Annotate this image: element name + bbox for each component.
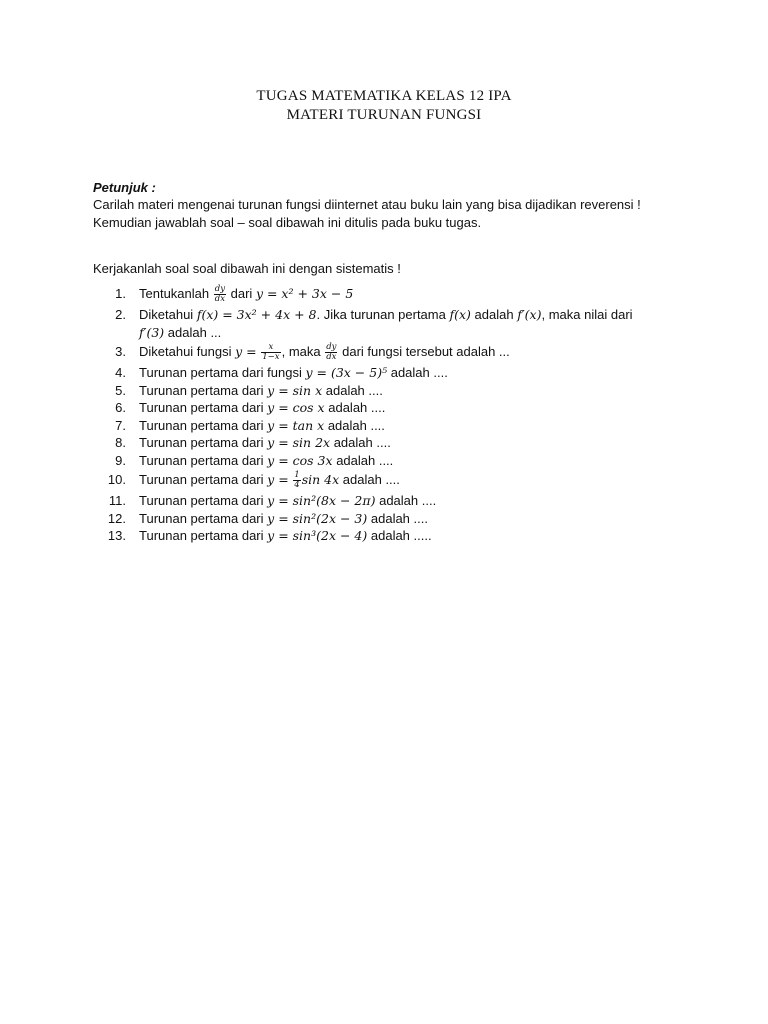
instructions-label: Petunjuk :	[93, 180, 156, 195]
math-expression: y = x² + 3x − 5	[255, 286, 354, 301]
question-text: Turunan pertama dari	[139, 452, 264, 468]
math-expression: y = sin x	[267, 382, 323, 398]
question-number: 11.	[108, 493, 126, 509]
question-text: Turunan pertama dari	[139, 510, 264, 526]
question-7	[93, 417, 673, 435]
math-expression: y = cos x	[267, 400, 325, 416]
question-10	[93, 469, 673, 492]
question-number: 2.	[115, 307, 126, 323]
question-text: Turunan pertama dari	[139, 400, 264, 416]
question-number: 6.	[115, 400, 126, 416]
question-text: dari fungsi tersebut adalah ...	[342, 344, 510, 360]
derivative-fraction	[325, 343, 337, 362]
question-text: Turunan pertama dari	[139, 382, 264, 398]
fraction-numerator: 1	[294, 470, 300, 481]
derivative-fraction	[214, 285, 226, 304]
math-expression: f(x) = 3x² + 4x + 8	[196, 307, 317, 323]
question-number: 7.	[115, 417, 126, 433]
question-text: adalah ....	[390, 365, 448, 381]
math-expression: y = sin²(8x − 2π)	[267, 493, 376, 509]
question-text: , maka nilai dari	[541, 307, 633, 323]
exercise-intro: Kerjakanlah soal soal dibawah ini dengan sistematis !	[93, 261, 401, 276]
question-text: adalah ....	[379, 493, 437, 509]
question-1	[93, 283, 673, 306]
question-text: Turunan pertama dari	[139, 417, 264, 433]
question-5	[93, 382, 673, 400]
question-list	[93, 283, 673, 545]
question-text: Turunan pertama dari fungsi	[139, 365, 302, 381]
fraction-numerator: dy	[214, 284, 225, 295]
question-12	[93, 510, 673, 528]
question-number: 4.	[115, 365, 126, 381]
question-text: Diketahui	[139, 307, 194, 323]
question-text: Turunan pertama dari	[139, 528, 264, 544]
question-text: Turunan pertama dari	[139, 493, 264, 509]
question-text: adalah ....	[327, 417, 385, 433]
question-text: Tentukanlah	[139, 286, 210, 301]
question-text: adalah ....	[328, 400, 386, 416]
math-expression: f(x)	[449, 307, 471, 323]
fraction-denominator: dx	[214, 294, 225, 305]
math-expression: y = cos 3x	[267, 452, 333, 468]
question-3	[93, 341, 673, 364]
coefficient-fraction	[293, 471, 300, 490]
question-text: adalah ....	[342, 472, 400, 488]
question-13	[93, 527, 673, 545]
question-number: 13.	[107, 528, 126, 544]
question-number: 12.	[107, 510, 126, 526]
math-expression: y = sin³(2x − 4)	[267, 528, 368, 544]
question-9	[93, 452, 673, 470]
question-text: , maka	[281, 344, 321, 360]
question-text: adalah ....	[325, 382, 383, 398]
question-number: 5.	[115, 382, 126, 398]
math-expression: y = tan x	[267, 417, 325, 433]
instructions-line-2: Kemudian jawablah soal – soal dibawah ini ditulis pada buku tugas.	[93, 215, 482, 230]
question-text: Diketahui fungsi	[139, 344, 232, 360]
fraction-denominator: 4	[294, 480, 300, 491]
math-expression: f′(3)	[139, 324, 165, 340]
question-number: 8.	[115, 435, 126, 451]
math-expression: y =	[267, 472, 289, 488]
question-text: dari	[230, 286, 253, 301]
question-text: adalah .....	[370, 528, 432, 544]
question-text: Turunan pertama dari	[139, 472, 264, 488]
math-expression: y = (3x − 5)⁵	[305, 365, 388, 381]
fraction-denominator: 1−x	[262, 352, 280, 363]
instructions-line-1: Carilah materi mengenai turunan fungsi diinternet atau buku lain yang bisa dijadikan reverensi !	[93, 197, 641, 212]
fraction-numerator: x	[261, 343, 280, 353]
question-text: Turunan pertama dari	[139, 435, 264, 451]
math-expression: y = sin²(2x − 3)	[267, 510, 368, 526]
math-expression: sin 4x	[301, 472, 340, 488]
question-number: 3.	[115, 344, 126, 360]
math-expression: y = sin 2x	[267, 435, 331, 451]
fraction-denominator: dx	[326, 352, 337, 363]
question-text: adalah ....	[336, 452, 394, 468]
question-number: 1.	[115, 286, 126, 301]
document-subtitle: MATERI TURUNAN FUNGSI	[286, 107, 482, 123]
question-text: adalah ...	[167, 324, 222, 340]
question-6	[93, 399, 673, 417]
question-number: 9.	[115, 452, 126, 468]
document-title: TUGAS MATEMATIKA KELAS 12 IPA	[256, 88, 512, 104]
question-4	[93, 364, 673, 382]
question-8	[93, 434, 673, 452]
question-2	[93, 306, 673, 341]
question-text: adalah ....	[370, 510, 428, 526]
question-text: adalah	[474, 307, 514, 323]
question-text: . Jika turunan pertama	[316, 307, 446, 323]
function-fraction	[261, 343, 280, 362]
math-expression: f′(x)	[517, 307, 542, 323]
question-text: adalah ....	[333, 435, 391, 451]
question-11	[93, 492, 673, 510]
question-number: 10.	[107, 472, 126, 488]
fraction-numerator: dy	[326, 342, 337, 353]
math-expression: y =	[235, 344, 257, 360]
